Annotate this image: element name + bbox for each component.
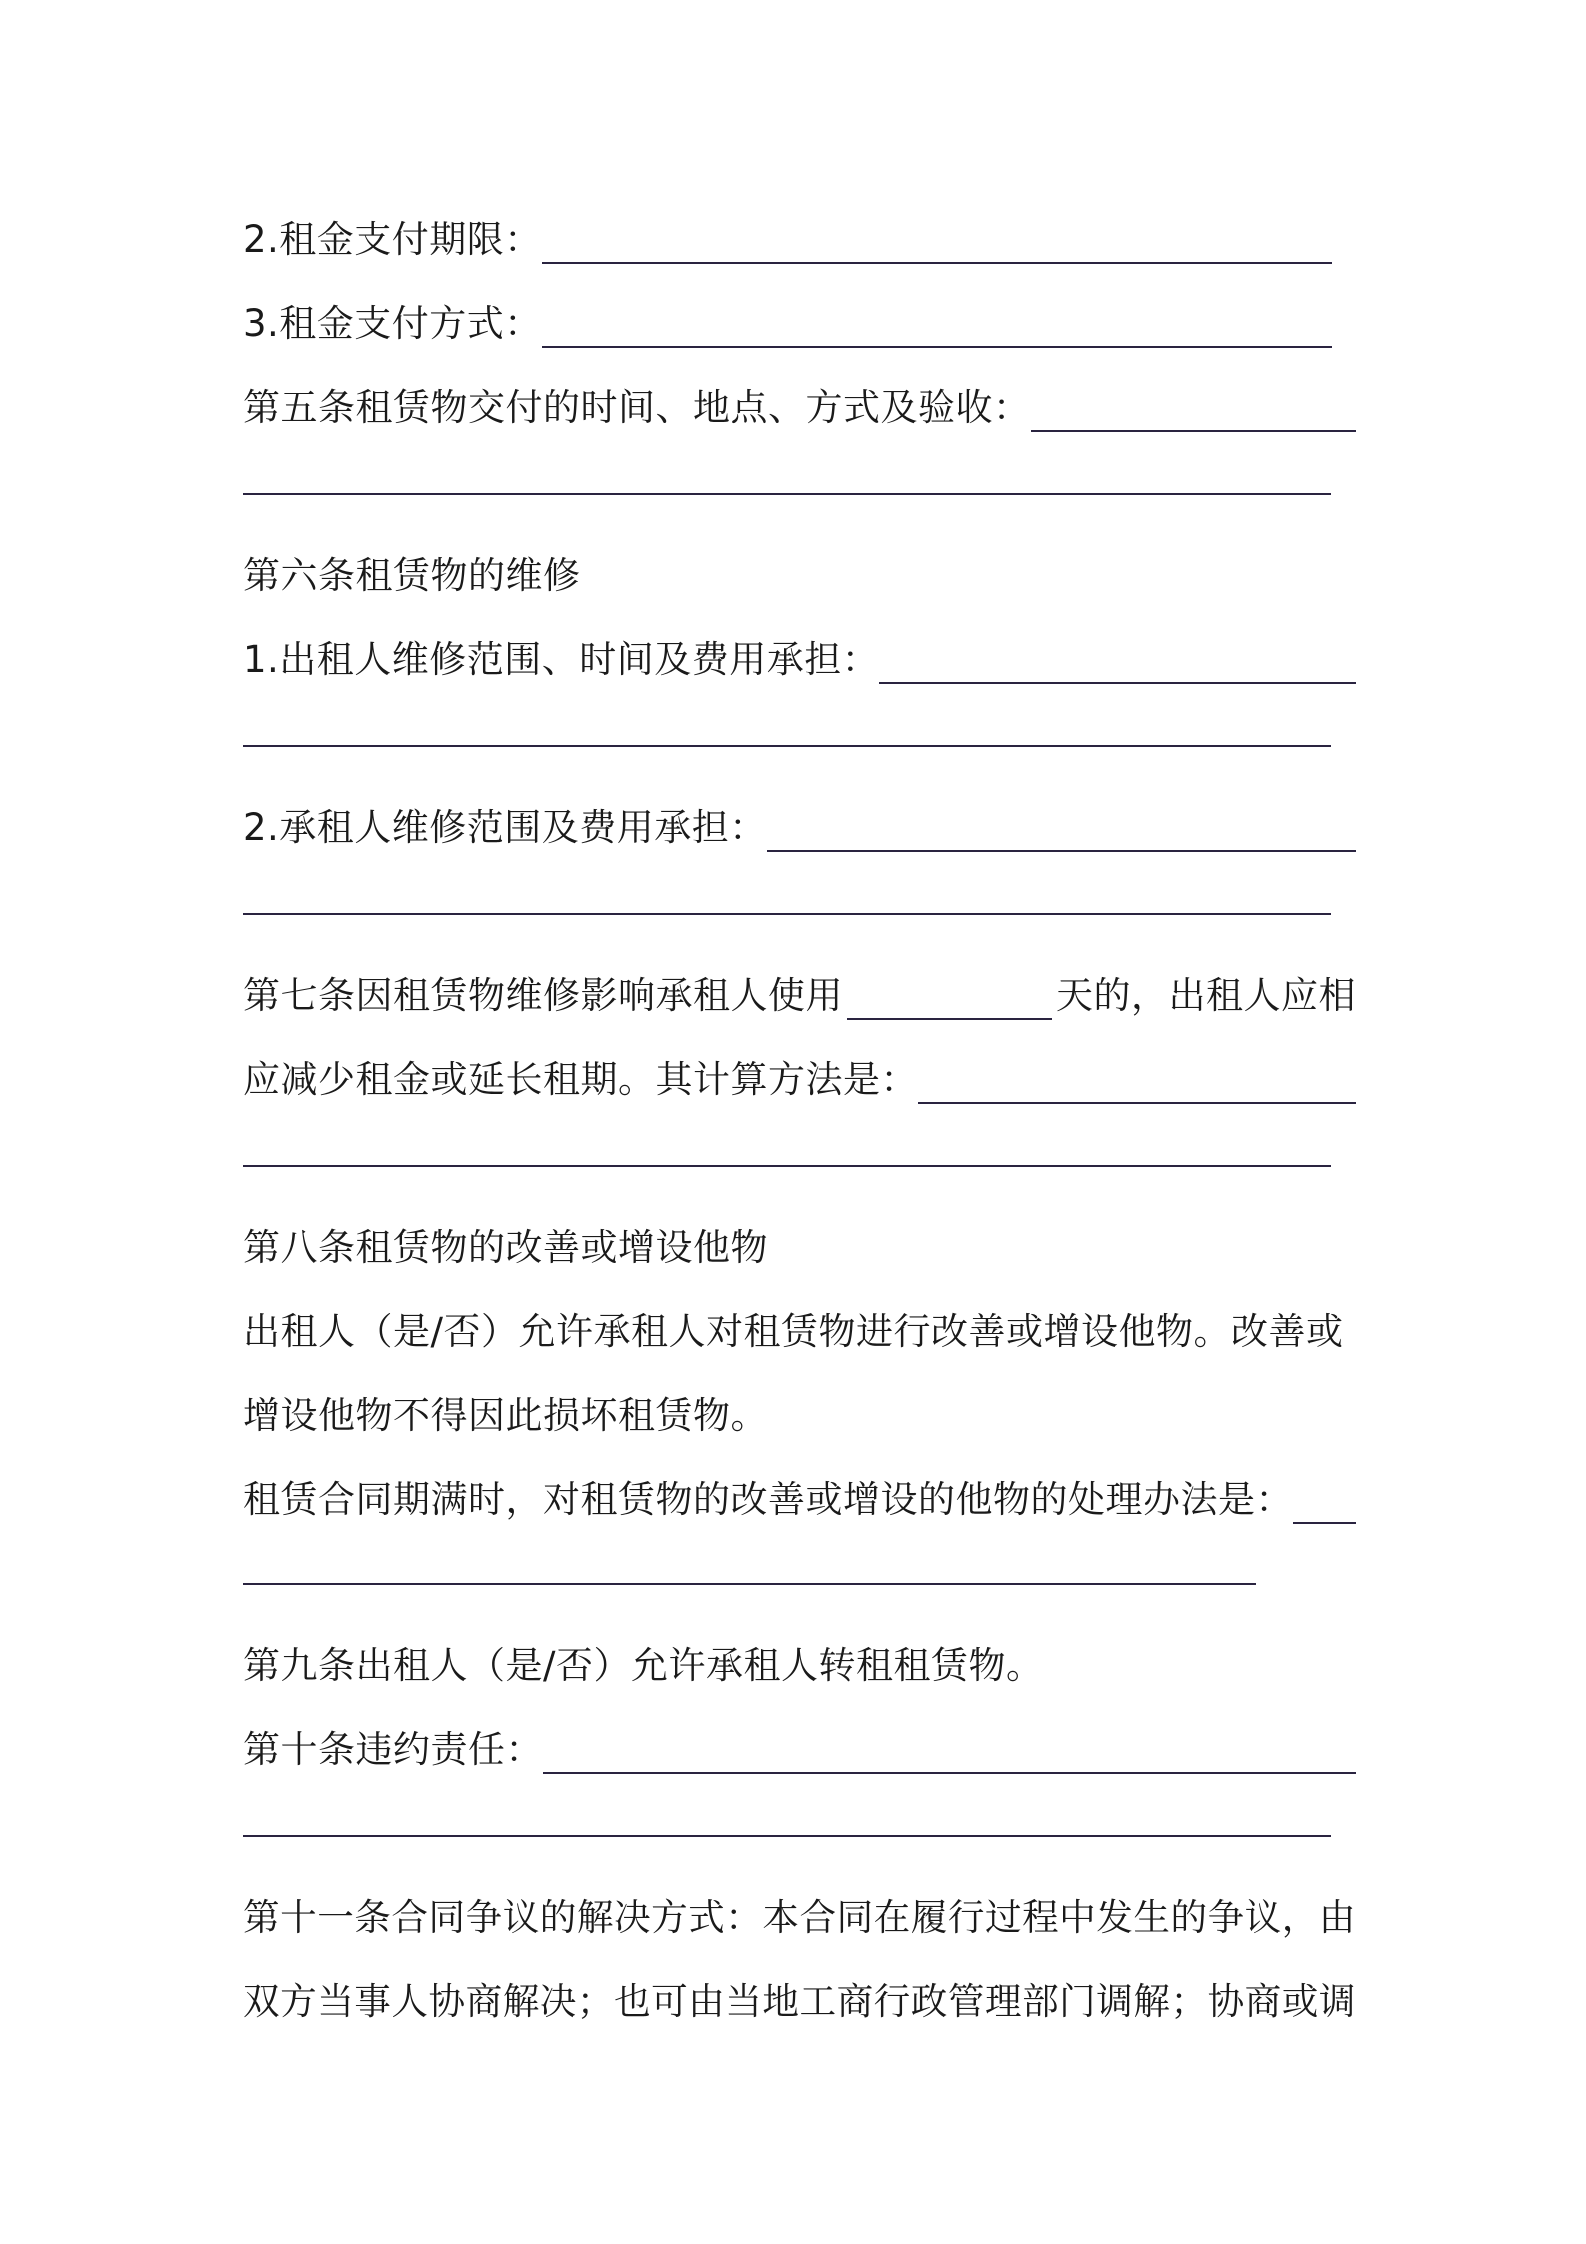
calculation-method-continuation-blank[interactable] (243, 1165, 1331, 1167)
article-5-line (243, 368, 1356, 429)
rent-payment-term-blank[interactable] (542, 260, 1332, 264)
article-5-label: 第五条租赁物交付的时间、地点、方式及验收： (243, 386, 1031, 429)
article-10-label: 第十条违约责任： (243, 1728, 543, 1771)
article-7-line (243, 956, 1356, 1017)
article-11-line-2 (243, 1962, 1356, 2023)
article-10-blank[interactable] (543, 1770, 1356, 1774)
article-8-heading: 第八条租赁物的改善或增设他物 (243, 1226, 768, 1269)
rent-payment-term-line (243, 200, 1332, 261)
lessor-repair-label: 1.出租人维修范围、时间及费用承担： (243, 638, 880, 681)
calculation-method-line (243, 1040, 1356, 1101)
article-8-paragraph-line-2 (243, 1376, 768, 1437)
improvement-handling-label: 租赁合同期满时，对租赁物的改善或增设的他物的处理办法是： (243, 1478, 1293, 1521)
article-11-text-2: 双方当事人协商解决；也可由当地工商行政管理部门调解；协商或调 (243, 1980, 1356, 2023)
lessee-repair-label: 2.承租人维修范围及费用承担： (243, 806, 767, 849)
calculation-method-label: 应减少租金或延长租期。其计算方法是： (243, 1058, 918, 1101)
rent-payment-method-line (243, 284, 1332, 345)
article-8-paragraph-text-2: 增设他物不得因此损坏租赁物。 (243, 1394, 768, 1437)
article-7-text-end: 天的，出租人应相 (1056, 974, 1356, 1017)
article-9-line (243, 1626, 1044, 1687)
article-9-text: 第九条出租人（是/否）允许承租人转租租赁物。 (243, 1644, 1044, 1687)
article-8-paragraph-line-1 (243, 1292, 1344, 1353)
lessor-repair-line (243, 620, 1356, 681)
article-11-text-1: 第十一条合同争议的解决方式：本合同在履行过程中发生的争议，由 (243, 1896, 1356, 1939)
rent-payment-method-blank[interactable] (542, 344, 1332, 348)
lessee-repair-line (243, 788, 1356, 849)
article-8-paragraph-text-1: 出租人（是/否）允许承租人对租赁物进行改善或增设他物。改善或 (243, 1310, 1344, 1353)
improvement-handling-line (243, 1460, 1356, 1521)
rent-payment-term-label: 2.租金支付期限： (243, 218, 542, 261)
article-8-heading-line (243, 1208, 768, 1269)
article-6-heading-line (243, 536, 581, 597)
article-7-text-start: 第七条因租赁物维修影响承租人使用 (243, 974, 843, 1017)
article-10-continuation-blank[interactable] (243, 1835, 1331, 1837)
lessee-repair-blank[interactable] (767, 848, 1356, 852)
lessor-repair-continuation-blank[interactable] (243, 745, 1331, 747)
rent-payment-method-label: 3.租金支付方式： (243, 302, 542, 345)
lessee-repair-continuation-blank[interactable] (243, 913, 1331, 915)
improvement-handling-blank[interactable] (1293, 1520, 1356, 1524)
article-6-heading: 第六条租赁物的维修 (243, 554, 581, 597)
lessor-repair-blank[interactable] (879, 680, 1356, 684)
improvement-handling-continuation-blank[interactable] (243, 1583, 1256, 1585)
article-11-line-1 (243, 1878, 1356, 1939)
article-7-days-blank[interactable] (847, 1016, 1052, 1020)
article-10-line (243, 1710, 1356, 1771)
calculation-method-blank[interactable] (918, 1100, 1356, 1104)
article-5-continuation-blank[interactable] (243, 493, 1331, 495)
article-5-blank[interactable] (1031, 428, 1356, 432)
